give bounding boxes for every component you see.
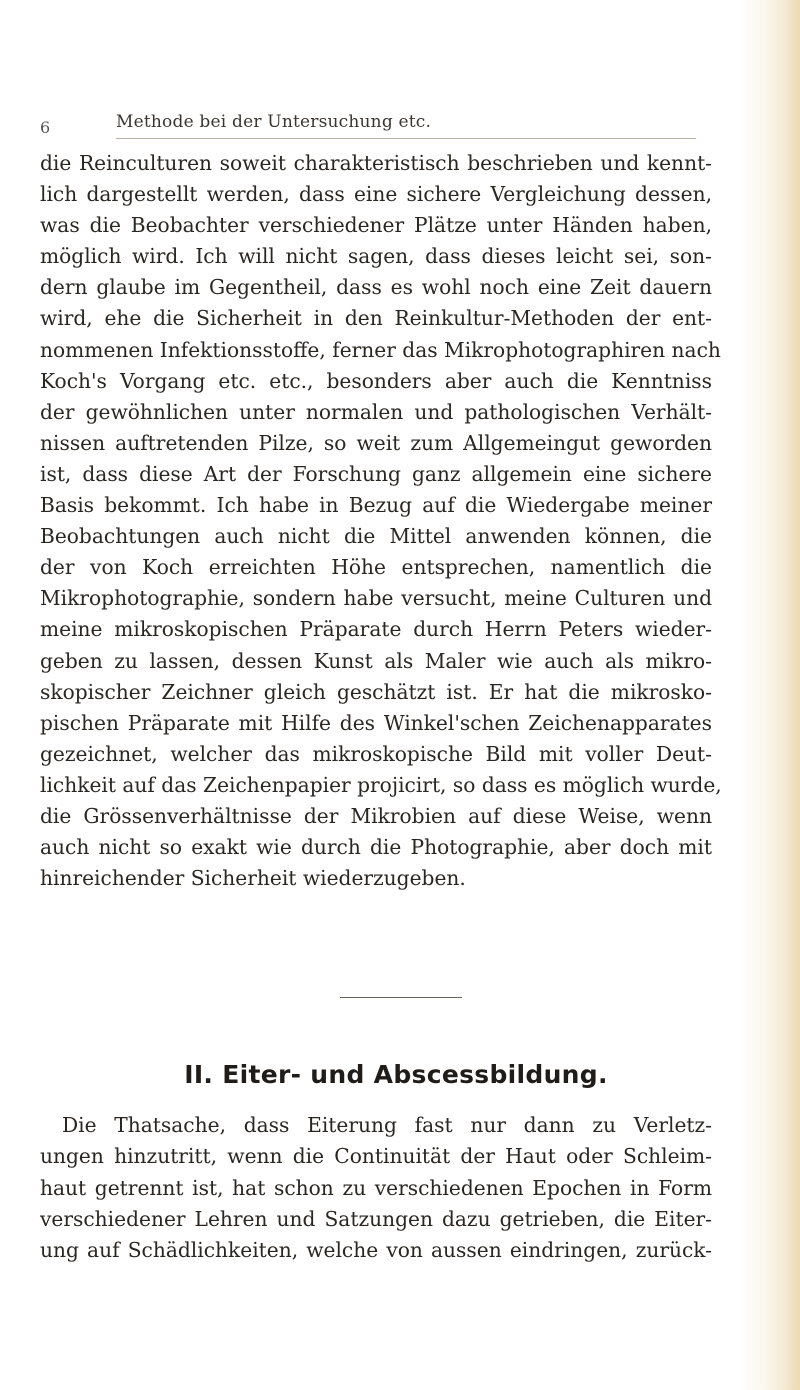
body-line: geben zu lassen, dessen Kunst als Maler wie auch als mikro-: [40, 648, 712, 673]
section-paragraph: [40, 1110, 712, 1266]
body-line: Basis bekommt. Ich habe in Bezug auf die Wiedergabe meiner: [40, 493, 712, 518]
body-line: was die Beobachter verschiedener Plätze unter Händen haben,: [40, 213, 712, 238]
body-line-last: hinreichender Sicherheit wiederzugeben.: [40, 866, 466, 891]
body-line: der von Koch erreichten Höhe entsprechen, namentlich die: [40, 555, 712, 580]
body-line: Koch's Vorgang etc. etc., besonders aber auch die Kenntniss: [40, 368, 712, 393]
body-line: lich dargestellt werden, dass eine sichere Vergleichung dessen,: [40, 182, 712, 207]
page-edge-shadow: [786, 0, 800, 1390]
running-head: Methode bei der Untersuchung etc.: [116, 112, 432, 132]
page-header: [40, 112, 720, 138]
section-heading: II. Eiter- und Abscessbildung.: [184, 1060, 608, 1089]
page-number: 6: [40, 118, 51, 137]
section-line: ung auf Schädlichkeiten, welche von aussen eindringen, zurück-: [40, 1238, 712, 1263]
body-paragraph: [40, 148, 722, 894]
body-line: nommenen Infektionsstoffe, ferner das Mikrophotographiren nach: [40, 337, 721, 362]
body-line: Mikrophotographie, sondern habe versucht, meine Culturen und: [40, 586, 712, 611]
section-line: haut getrennt ist, hat schon zu verschiedenen Epochen in Form: [40, 1175, 712, 1200]
body-line: die Grössenverhältnisse der Mikrobien auf diese Weise, wenn: [40, 803, 712, 828]
section-divider: [340, 997, 462, 998]
body-line: meine mikroskopischen Präparate durch Herrn Peters wieder-: [40, 617, 712, 642]
body-line: Beobachtungen auch nicht die Mittel anwenden können, die: [40, 524, 712, 549]
body-line: die Reinculturen soweit charakteristisch beschrieben und kennt-: [40, 151, 712, 175]
body-line: lichkeit auf das Zeichenpapier projicirt, so dass es möglich wurde,: [40, 772, 722, 797]
section-line: verschiedener Lehren und Satzungen dazu getrieben, die Eiter-: [40, 1206, 712, 1231]
body-line: ist, dass diese Art der Forschung ganz allgemein eine sichere: [40, 461, 712, 486]
header-rule: [116, 138, 696, 139]
section-line: Die Thatsache, dass Eiterung fast nur dann zu Verletz-: [62, 1113, 712, 1137]
body-line: dern glaube im Gegentheil, dass es wohl noch eine Zeit dauern: [40, 275, 712, 300]
body-line: skopischer Zeichner gleich geschätzt ist. Er hat die mikrosko-: [40, 679, 712, 704]
body-line: wird, ehe die Sicherheit in den Reinkultur-Methoden der ent-: [40, 306, 712, 331]
body-line: möglich wird. Ich will nicht sagen, dass dieses leicht sei, son-: [40, 244, 712, 269]
section-line: ungen hinzutritt, wenn die Continuität der Haut oder Schleim-: [40, 1144, 712, 1169]
body-line: pischen Präparate mit Hilfe des Winkel'schen Zeichenapparates: [40, 710, 712, 735]
body-line: der gewöhnlichen unter normalen und pathologischen Verhält-: [40, 399, 712, 424]
body-line: gezeichnet, welcher das mikroskopische Bild mit voller Deut-: [40, 741, 712, 766]
body-line: nissen auftretenden Pilze, so weit zum Allgemeingut geworden: [40, 430, 712, 455]
body-line: auch nicht so exakt wie durch die Photographie, aber doch mit: [40, 835, 712, 860]
